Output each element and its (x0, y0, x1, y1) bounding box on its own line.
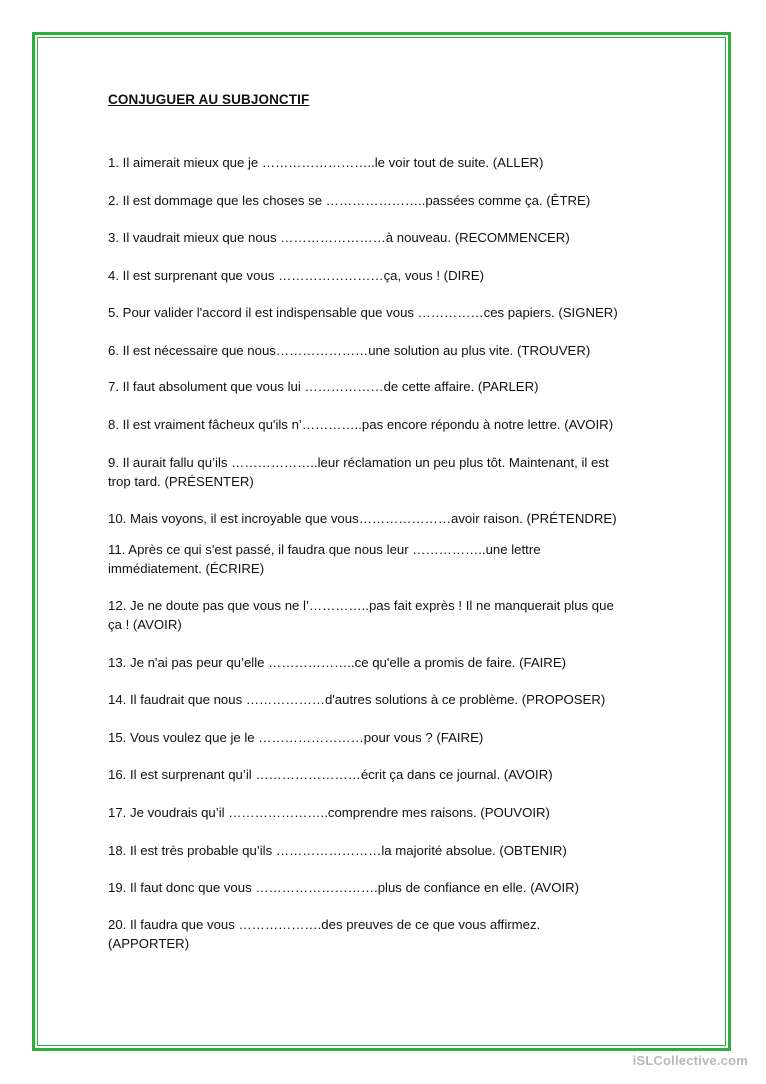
worksheet-title: CONJUGUER AU SUBJONCTIF (108, 92, 310, 107)
exercise-item-17: 17. Je voudrais qu’il …………………..comprendre mes raisons. (POUVOIR) (108, 805, 550, 820)
exercise-item-20: 20. Il faudra que vous ……………….des preuves de ce que vous affirmez. (APPORTER) (108, 917, 541, 951)
exercise-item-18: 18. Il est très probable qu’ils ……………………la majorité absolue. (OBTENIR) (108, 843, 567, 858)
exercise-item-12: 12. Je ne doute pas que vous ne l’…………..pas fait exprès ! Il ne manquerait plus que ça ! (AVOIR) (108, 598, 614, 632)
exercise-item-5: 5. Pour valider l'accord il est indispensable que vous ……………ces papiers. (SIGNER) (108, 305, 618, 320)
exercise-item-9: 9. Il aurait fallu qu’ils ………………..leur réclamation un peu plus tôt. Maintenant, il est trop tard. (PRÉSENTER) (108, 455, 609, 489)
exercise-item-3: 3. Il vaudrait mieux que nous ……………………à nouveau. (RECOMMENCER) (108, 230, 570, 245)
exercise-item-14: 14. Il faudrait que nous ………………d'autres solutions à ce problème. (PROPOSER) (108, 692, 606, 707)
exercise-item-8: 8. Il est vraiment fâcheux qu'ils n’…………..pas encore répondu à notre lettre. (AVOIR) (108, 417, 614, 432)
exercise-item-19: 19. Il faut donc que vous ……………………….plus de confiance en elle. (AVOIR) (108, 880, 580, 895)
exercise-item-4: 4. Il est surprenant que vous ……………………ça, vous ! (DIRE) (108, 268, 484, 283)
exercise-item-13: 13. Je n'ai pas peur qu’elle ………………..ce qu'elle a promis de faire. (FAIRE) (108, 655, 567, 670)
exercise-item-7: 7. Il faut absolument que vous lui ………………de cette affaire. (PARLER) (108, 379, 539, 394)
exercise-item-2: 2. Il est dommage que les choses se …………………..passées comme ça. (ÊTRE) (108, 193, 591, 208)
exercise-item-10: 10. Mais voyons, il est incroyable que vous…………………avoir raison. (PRÉTENDRE) (108, 511, 617, 526)
exercise-item-1: 1. Il aimerait mieux que je ……………………..le voir tout de suite. (ALLER) (108, 155, 544, 170)
exercise-item-11: 11. Après ce qui s'est passé, il faudra que nous leur ……………..une lettre immédiatement. (ÉCRIRE) (108, 542, 541, 576)
exercise-item-16: 16. Il est surprenant qu’il ……………………écrit ça dans ce journal. (AVOIR) (108, 767, 553, 782)
exercise-item-6: 6. Il est nécessaire que nous…………………une solution au plus vite. (TROUVER) (108, 343, 591, 358)
site-watermark: iSLCollective.com (632, 1053, 748, 1068)
exercise-item-15: 15. Vous voulez que je le ……………………pour vous ? (FAIRE) (108, 730, 484, 745)
